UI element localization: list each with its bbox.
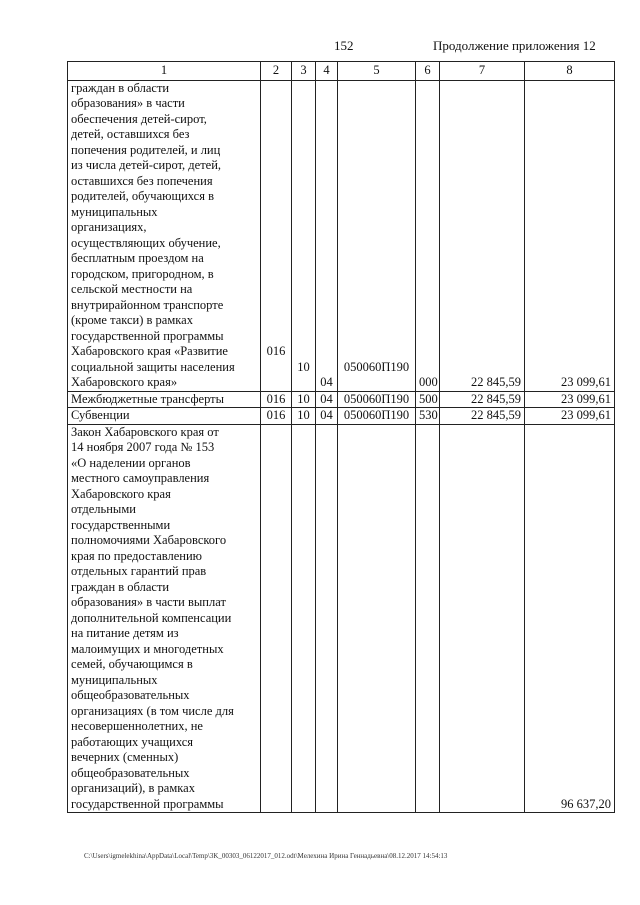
cell-col8: 96 637,20 (525, 424, 615, 813)
column-header: 8 (525, 62, 615, 81)
cell-col3: 10 (292, 80, 316, 391)
cell-col4: 04 (316, 80, 338, 391)
row-description: Субвенции (68, 408, 261, 425)
cell-col4: 04 (316, 408, 338, 425)
cell-col8: 23 099,61 (525, 80, 615, 391)
table-header-row (68, 62, 615, 81)
cell-col5: 050060П190 (338, 80, 416, 391)
column-header: 6 (416, 62, 440, 81)
table-row (68, 424, 615, 813)
row-description: Закон Хабаровского края от 14 ноября 2007 года № 153 «О наделении органов местного самоуправления Хабаровского края отдельными государственными полномочиями Хабаровского края по предоставлению отдельных гарантий прав граждан в области образования» в части выплат дополнительной компенсации на питание детям из малоимущих и многодетных семей, обучающимся в муниципальных общеобразовательных организациях (в том числе для несовершеннолетних, не работающих учащихся вечерних (сменных) общеобразовательных организаций), в рамках государственной программы (68, 424, 261, 813)
cell-col7: 22 845,59 (440, 408, 525, 425)
cell-col7 (440, 424, 525, 813)
cell-col8: 23 099,61 (525, 408, 615, 425)
cell-col3 (292, 424, 316, 813)
cell-col4 (316, 424, 338, 813)
cell-col2: 016 (261, 408, 292, 425)
table-row (68, 80, 615, 391)
table-row (68, 408, 615, 425)
column-header: 4 (316, 62, 338, 81)
budget-table (67, 61, 615, 813)
cell-col6: 530 (416, 408, 440, 425)
row-description: граждан в области образования» в части обеспечения детей-сирот, детей, оставшихся без попечения родителей, и лиц из числа детей-сирот, детей, оставшихся без попечения родителей, обучающихся в муниципальных организациях, осуществляющих обучение, бесплатным проездом на городском, пригородном, в сельской местности на внутрирайонном транспорте (кроме такси) в рамках государственной программы Хабаровского края «Развитие социальной защиты населения Хабаровского края» (68, 80, 261, 391)
cell-col3: 10 (292, 408, 316, 425)
column-header: 7 (440, 62, 525, 81)
cell-col5 (338, 424, 416, 813)
cell-col6: 500 (416, 391, 440, 408)
column-header: 5 (338, 62, 416, 81)
cell-col5: 050060П190 (338, 408, 416, 425)
cell-col2 (261, 424, 292, 813)
page-number: 152 (334, 38, 354, 53)
column-header: 1 (68, 62, 261, 81)
cell-col8: 23 099,61 (525, 391, 615, 408)
table-row (68, 391, 615, 408)
row-description: Межбюджетные трансферты (68, 391, 261, 408)
cell-col2: 016 (261, 391, 292, 408)
cell-col6 (416, 424, 440, 813)
cell-col3: 10 (292, 391, 316, 408)
column-header: 3 (292, 62, 316, 81)
continuation-title: Продолжение приложения 12 (433, 38, 596, 53)
cell-col7: 22 845,59 (440, 391, 525, 408)
file-path-footer: C:\Users\igmelekhina\AppData\Local\Temp\3K_00303_06122017_012.odt\Мелехина Ирина Геннадьевна\08.12.2017 14:54:13 (84, 852, 448, 860)
cell-col2: 016 (261, 80, 292, 391)
cell-col7: 22 845,59 (440, 80, 525, 391)
cell-col6: 000 (416, 80, 440, 391)
cell-col5: 050060П190 (338, 391, 416, 408)
column-header: 2 (261, 62, 292, 81)
cell-col4: 04 (316, 391, 338, 408)
